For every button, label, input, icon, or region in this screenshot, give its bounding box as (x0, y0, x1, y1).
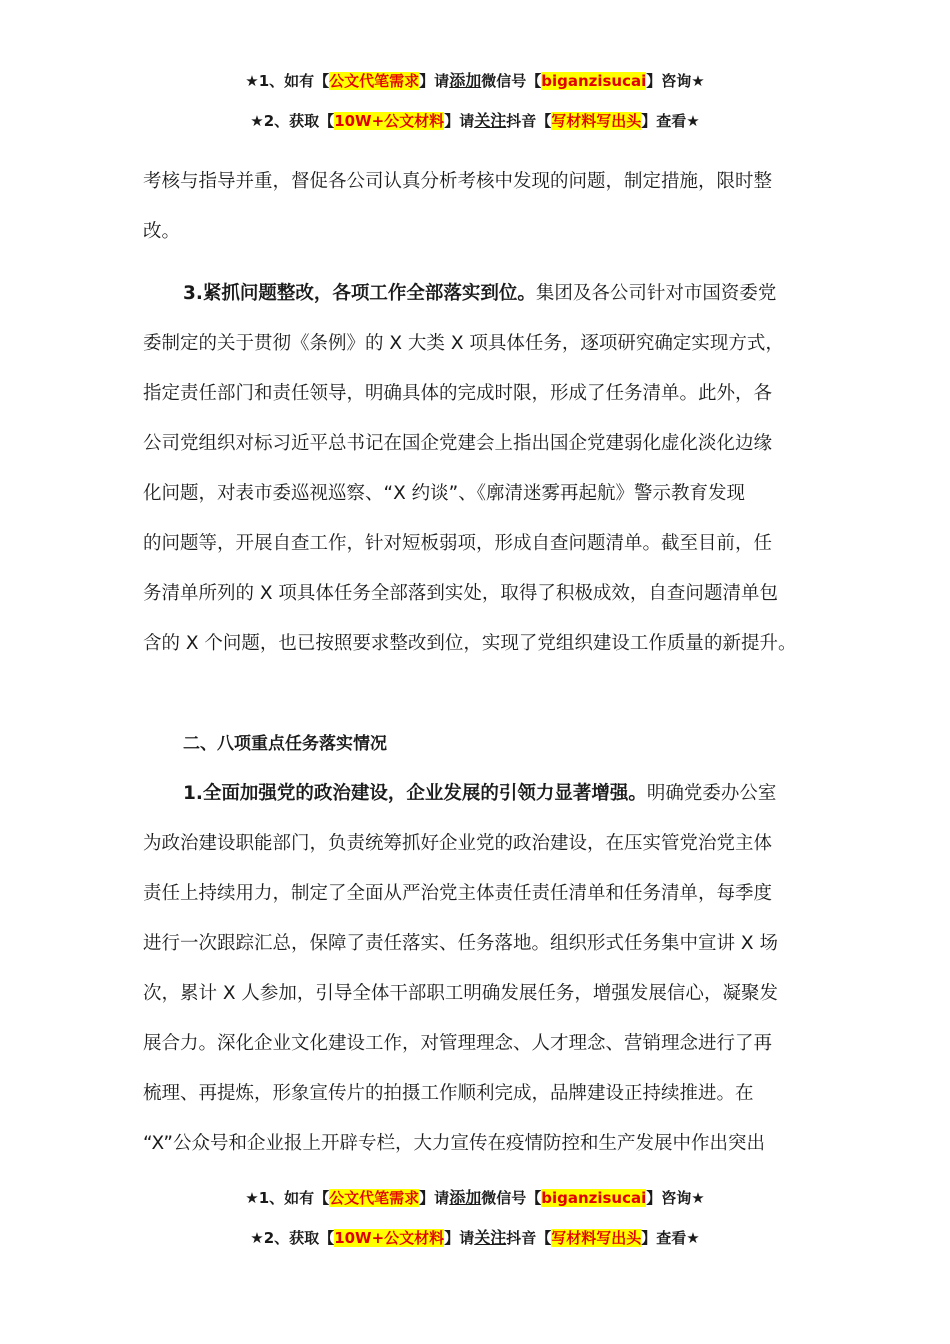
paragraph-first-line (143, 269, 823, 319)
banner-mid: 抖音【 (506, 112, 552, 130)
text-line: 含的 X 个问题，也已按照要求整改到位，实现了党组织建设工作质量的新提升。 (143, 633, 797, 654)
underlined-add: 添加 (449, 1188, 482, 1207)
highlight-writing-service: 公文代笔需求 (329, 72, 420, 90)
text-line: 集团及各公司针对市国资委党 (535, 283, 777, 304)
banner-suffix: 】查看★ (641, 1229, 700, 1247)
banner-prefix: ★1、如有【 (245, 72, 330, 90)
highlight-douyin-account: 写材料写出头 (551, 1229, 642, 1247)
top-banner-line-1 (0, 71, 950, 91)
bottom-banner-line-1 (0, 1188, 950, 1208)
text-line: 委制定的关于贯彻《条例》的 X 大类 X 项具体任务，逐项研究确定实现方式， (143, 333, 784, 354)
text-line: 进行一次跟踪汇总，保障了责任落实、任务落地。组织形式任务集中宣讲 X 场 (143, 933, 778, 954)
text-line: 明确党委办公室 (646, 783, 777, 804)
text-line: 展合力。深化企业文化建设工作，对管理理念、人才理念、营销理念进行了再 (143, 1033, 773, 1054)
underlined-follow: 关注 (474, 111, 507, 130)
text-line: 化问题，对表市委巡视巡察、“X 约谈”、《廓清迷雾再起航》警示教育发现 (143, 483, 745, 504)
banner-mid: 微信号【 (481, 1189, 542, 1207)
text-line: “X”公众号和企业报上开辟专栏，大力宣传在疫情防控和生产发展中作出突出 (143, 1133, 766, 1154)
text-line: 责任上持续用力，制定了全面从严治党主体责任责任清单和任务清单，每季度 (143, 883, 773, 904)
section-title: 二、八项重点任务落实情况 (183, 734, 387, 754)
banner-prefix: ★2、获取【 (250, 1229, 335, 1247)
paragraph-first-line (143, 769, 823, 819)
paragraph-heading: 1.全面加强党的政治建设，企业发展的引领力显著增强。 (183, 783, 647, 804)
text-line: 考核与指导并重，督促各公司认真分析考核中发现的问题，制定措施，限时整 (143, 171, 773, 192)
text-line: 次，累计 X 人参加，引导全体干部职工明确发展任务，增强发展信心，凝聚发 (143, 983, 778, 1004)
banner-prefix: ★2、获取【 (250, 112, 335, 130)
banner-suffix: 】咨询★ (646, 72, 705, 90)
bottom-banner-line-2 (0, 1228, 950, 1248)
top-banner-line-2 (0, 111, 950, 131)
paragraph-heading: 3.紧抓问题整改，各项工作全部落实到位。 (183, 283, 536, 304)
text-line: 务清单所列的 X 项具体任务全部落到实处，取得了积极成效，自查问题清单包 (143, 583, 778, 604)
banner-prefix: ★1、如有【 (245, 1189, 330, 1207)
underlined-add: 添加 (449, 71, 482, 90)
banner-suffix: 】查看★ (641, 112, 700, 130)
highlight-materials: 10W+公文材料 (334, 112, 445, 130)
underlined-follow: 关注 (474, 1228, 507, 1247)
text-line: 改。 (143, 221, 181, 242)
banner-mid: 】请 (444, 1229, 475, 1247)
banner-mid: 微信号【 (481, 72, 542, 90)
highlight-writing-service: 公文代笔需求 (329, 1189, 420, 1207)
banner-mid: 】请 (419, 72, 450, 90)
document-body (143, 157, 823, 1169)
highlight-douyin-account: 写材料写出头 (551, 112, 642, 130)
banner-mid: 抖音【 (506, 1229, 552, 1247)
text-line: 的问题等，开展自查工作，针对短板弱项，形成自查问题清单。截至目前，任 (143, 533, 773, 554)
text-line: 为政治建设职能部门，负责统筹抓好企业党的政治建设，在压实管党治党主体 (143, 833, 773, 854)
highlight-materials: 10W+公文材料 (334, 1229, 445, 1247)
banner-mid: 】请 (419, 1189, 450, 1207)
text-line: 公司党组织对标习近平总书记在国企党建会上指出国企党建弱化虚化淡化边缘 (143, 433, 773, 454)
banner-suffix: 】咨询★ (646, 1189, 705, 1207)
highlight-wechat-id: biganzisucai (541, 1189, 647, 1207)
text-line: 指定责任部门和责任领导，明确具体的完成时限，形成了任务清单。此外，各 (143, 383, 773, 404)
highlight-wechat-id: biganzisucai (541, 72, 647, 90)
banner-mid: 】请 (444, 112, 475, 130)
text-line: 梳理、再提炼，形象宣传片的拍摄工作顺利完成，品牌建设正持续推进。在 (143, 1083, 754, 1104)
